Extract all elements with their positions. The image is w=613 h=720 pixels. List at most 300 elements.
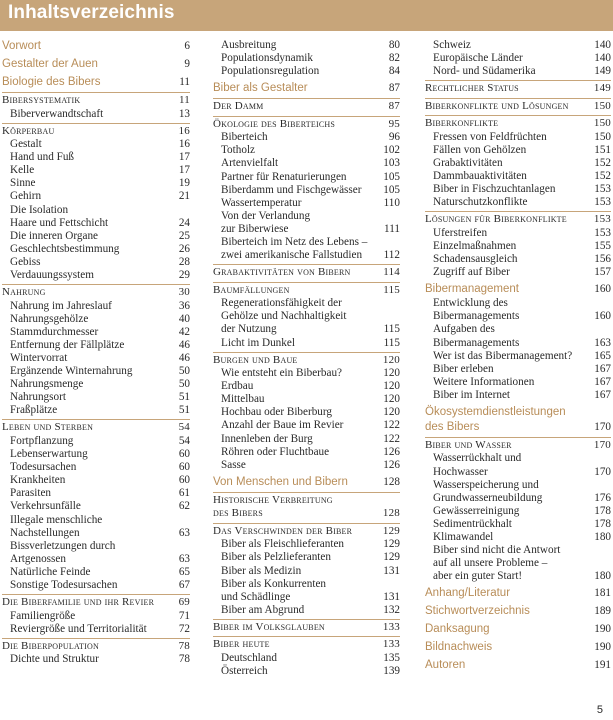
toc-label: Haare und Fettschicht <box>10 216 109 229</box>
toc-label: Biber als Fleischlieferanten <box>221 538 345 551</box>
toc-label: Dichte und Struktur <box>10 653 99 666</box>
toc-label: Körperbau <box>2 124 55 137</box>
toc-entry-row <box>2 217 190 230</box>
toc-entry-row <box>213 367 400 380</box>
toc-entry-row <box>213 419 400 432</box>
toc-page-number: 87 <box>388 100 400 113</box>
toc-label: Biberverwandtschaft <box>10 107 104 120</box>
toc-label: Fortpflanzung <box>10 434 74 447</box>
toc-entry-row <box>213 578 400 604</box>
toc-label: Verdauungssystem <box>10 269 94 282</box>
toc-column-2 <box>213 39 400 678</box>
toc-page-number: 181 <box>594 587 611 600</box>
toc-entry-row <box>2 514 190 540</box>
toc-label: Fraßplätze <box>10 404 58 417</box>
toc-page-number: 128 <box>383 475 400 488</box>
toc-entry-row <box>213 144 400 157</box>
toc-label: Fällen von Gehölzen <box>433 143 527 156</box>
toc-entry-row <box>425 389 611 402</box>
toc-entry-row <box>213 171 400 184</box>
toc-page-number: 149 <box>594 65 611 78</box>
toc-section-row <box>425 586 611 601</box>
toc-page-number: 135 <box>383 651 400 664</box>
toc-label: Biberkonflikte und Lösungen <box>425 99 569 112</box>
toc-entry-row <box>425 144 611 157</box>
toc-page-number: 80 <box>388 39 400 51</box>
toc-page-number: 17 <box>178 164 190 177</box>
toc-label: Biberkonflikte <box>425 117 499 130</box>
toc-entry-row <box>213 52 400 65</box>
toc-label: Licht im Dunkel <box>221 336 295 349</box>
toc-section-row <box>425 640 611 655</box>
toc-label: Illegale menschliche Nachstellungen <box>10 513 103 539</box>
toc-page-number: 150 <box>593 99 611 112</box>
toc-sub-row <box>213 619 400 635</box>
toc-label: Biber im Volksglauben <box>213 620 325 633</box>
toc-entry-row <box>2 566 190 579</box>
toc-label: Dammbauaktivitäten <box>433 170 527 183</box>
toc-page-number: 120 <box>383 367 400 380</box>
toc-page-number: 155 <box>594 239 611 252</box>
toc-page-number: 51 <box>178 404 190 417</box>
toc-entry-row <box>2 204 190 217</box>
toc-label: Zugriff auf Biber <box>433 266 510 279</box>
toc-label: Geschlechtsbestimmung <box>10 242 120 255</box>
toc-label: Ökologie des Biberteichs <box>213 117 335 130</box>
toc-label: Stammdurchmesser <box>10 325 99 338</box>
toc-page-number: 153 <box>594 226 611 239</box>
toc-label: Gestalt <box>10 138 42 151</box>
toc-entry-row <box>2 243 190 256</box>
toc-label: Biber und Wasser <box>425 438 512 451</box>
toc-label: Die inneren Organe <box>10 229 99 242</box>
toc-section-row <box>2 75 190 90</box>
toc-page-number: 120 <box>383 406 400 419</box>
toc-page-number: 189 <box>594 605 611 618</box>
toc-entry-row <box>2 435 190 448</box>
toc-page-number: 131 <box>383 564 400 577</box>
toc-page-number: 190 <box>594 623 611 636</box>
toc-page-number: 126 <box>383 445 400 458</box>
toc-entry-row <box>425 240 611 253</box>
toc-label: Anhang/Literatur <box>425 587 511 600</box>
toc-page-number: 153 <box>594 196 611 209</box>
toc-page-number: 87 <box>388 82 400 95</box>
toc-label: Danksagung <box>425 623 490 636</box>
toc-page-number: 160 <box>594 283 611 296</box>
toc-page-number: 105 <box>383 170 400 183</box>
toc-label: Biber in Fischzuchtanlagen <box>433 183 556 196</box>
toc-entry-row <box>2 230 190 243</box>
toc-page-number: 46 <box>178 338 190 351</box>
toc-page-number: 131 <box>383 590 400 603</box>
toc-section-row <box>425 622 611 637</box>
toc-label: Bildnachweis <box>425 641 493 654</box>
toc-page-number: 151 <box>594 143 611 156</box>
toc-label: Gehirn <box>10 190 42 203</box>
toc-page-number: 65 <box>178 565 190 578</box>
toc-page-number: 150 <box>593 117 611 130</box>
toc-label: Rechtlicher Status <box>425 82 519 95</box>
toc-entry-row <box>2 352 190 365</box>
toc-label: Populationsregulation <box>221 65 320 78</box>
toc-sub-row <box>2 284 190 300</box>
toc-page-number: 17 <box>178 151 190 164</box>
toc-page-number: 133 <box>382 638 400 651</box>
toc-page-number: 140 <box>594 39 611 51</box>
toc-entry-row <box>2 108 190 121</box>
toc-section-row <box>2 57 190 72</box>
toc-page-number: 190 <box>594 641 611 654</box>
toc-column-1 <box>2 39 190 666</box>
toc-page-number: 111 <box>384 222 400 235</box>
toc-label: Einzelmaßnahmen <box>433 239 517 252</box>
toc-entry-row <box>213 297 400 336</box>
toc-label: Biber heute <box>213 638 270 651</box>
toc-label: Biber als Konkurrenten und Schädlinge <box>221 577 327 603</box>
toc-page-number: 40 <box>178 312 190 325</box>
toc-entry-row <box>213 380 400 393</box>
toc-page-number: 170 <box>594 465 611 478</box>
toc-sub-row <box>2 594 190 610</box>
toc-page-number: 139 <box>383 665 400 677</box>
toc-entry-row <box>2 391 190 404</box>
toc-page-number: 115 <box>383 323 400 336</box>
toc-entry-row <box>213 551 400 564</box>
toc-label: Artenvielfalt <box>221 157 279 170</box>
toc-label: Wassertemperatur <box>221 196 302 209</box>
toc-entry-row <box>2 164 190 177</box>
toc-entry-row <box>2 300 190 313</box>
toc-label: Schadensausgleich <box>433 253 518 266</box>
toc-label: Biber sind nicht die Antwort auf all unsere Probleme – aber ein guter Start! <box>433 544 561 583</box>
toc-entry-row <box>2 365 190 378</box>
toc-sub-row <box>425 437 611 453</box>
toc-entry-row <box>2 540 190 566</box>
toc-label: Grabaktivitäten <box>433 156 503 169</box>
toc-page-number: 120 <box>383 380 400 393</box>
toc-label: Hochbau oder Biberburg <box>221 406 333 419</box>
toc-entry-row <box>425 65 611 78</box>
toc-page-number: 132 <box>383 603 400 616</box>
toc-entry-row <box>2 487 190 500</box>
toc-entry-row <box>213 446 400 459</box>
toc-label: Hand und Fuß <box>10 151 75 164</box>
toc-entry-row <box>2 579 190 592</box>
toc-page-number: 126 <box>383 458 400 471</box>
toc-entry-row <box>425 170 611 183</box>
toc-page-number: 153 <box>594 183 611 196</box>
toc-label: Gebiss <box>10 255 41 268</box>
toc-page-number: 129 <box>383 551 400 564</box>
toc-entry-row <box>425 531 611 544</box>
toc-page-number: 149 <box>593 82 611 95</box>
toc-page-number: 115 <box>383 336 400 349</box>
toc-page-number: 60 <box>178 448 190 461</box>
toc-entry-row <box>2 448 190 461</box>
toc-label: Partner für Renaturierungen <box>221 170 347 183</box>
toc-page-number: 16 <box>178 138 190 151</box>
toc-label: Biberteich <box>221 131 268 144</box>
toc-page-number: 178 <box>594 504 611 517</box>
toc-label: Die Isolation <box>10 203 69 216</box>
toc-section-row <box>2 39 190 54</box>
toc-page-number: 67 <box>178 579 190 591</box>
toc-entry-row <box>213 337 400 350</box>
toc-entry-row <box>213 236 400 262</box>
toc-page-number: 167 <box>594 388 611 401</box>
toc-sub-row <box>213 492 400 521</box>
toc-page-number: 26 <box>178 242 190 255</box>
toc-entry-row <box>425 52 611 65</box>
toc-label: Deutschland <box>221 651 277 664</box>
toc-entry-row <box>425 266 611 279</box>
toc-label: Nahrungsmenge <box>10 378 84 391</box>
toc-page-number: 160 <box>594 310 611 323</box>
toc-page-number: 63 <box>178 526 190 539</box>
toc-entry-row <box>2 474 190 487</box>
toc-page-number: 42 <box>178 325 190 338</box>
toc-label: Ausbreitung <box>221 39 277 51</box>
toc-page-number: 54 <box>178 434 190 447</box>
toc-entry-row <box>2 378 190 391</box>
toc-label: Biber als Gestalter <box>213 82 308 95</box>
toc-label: Burgen und Baue <box>213 353 298 366</box>
toc-label: Todesursachen <box>10 461 77 474</box>
toc-entry-row <box>425 350 611 363</box>
toc-label: Biberdamm und Fischgewässer <box>221 183 362 196</box>
toc-page-number: 163 <box>594 336 611 349</box>
toc-label: Sedimentrückhalt <box>433 517 512 530</box>
toc-entry-row <box>213 210 400 236</box>
toc-label: Wie entsteht ein Biberbau? <box>221 367 343 380</box>
toc-label: Ökosystemdienstleistungen des Bibers <box>425 405 566 433</box>
toc-sub-row <box>213 264 400 280</box>
toc-entry-row <box>425 253 611 266</box>
toc-page-number: 120 <box>383 393 400 406</box>
toc-label: Regenerationsfähigkeit der Gehölze und Nachhaltigkeit der Nutzung <box>221 297 347 336</box>
toc-label: Die Biberpopulation <box>2 639 99 652</box>
toc-label: Wintervorrat <box>10 352 68 364</box>
toc-label: Wer ist das Bibermanagement? <box>433 349 573 362</box>
toc-label: Biologie des Bibers <box>2 76 101 88</box>
toc-entry-row <box>213 65 400 78</box>
toc-entry-row <box>213 459 400 472</box>
toc-page-number: 13 <box>178 107 190 120</box>
toc-entry-row <box>213 39 400 52</box>
toc-label: Sonstige Todesursachen <box>10 579 118 591</box>
toc-label: Aufgaben des Bibermanagements <box>433 323 520 349</box>
toc-page-number: 102 <box>383 144 400 157</box>
toc-page-number: 95 <box>388 117 400 130</box>
toc-entry-row <box>213 665 400 678</box>
toc-page-number: 114 <box>383 266 400 279</box>
toc-page-number: 170 <box>593 438 611 451</box>
toc-label: Fressen von Feldfrüchten <box>433 130 547 143</box>
toc-entry-row <box>2 269 190 282</box>
toc-label: Historische Verbreitung des Bibers <box>213 493 333 520</box>
toc-label: Biber erleben <box>433 362 494 375</box>
toc-entry-row <box>425 131 611 144</box>
toc-sub-row <box>213 636 400 652</box>
toc-sub-row <box>213 116 400 132</box>
toc-page-number: 60 <box>178 474 190 487</box>
toc-label: Nahrung <box>2 286 46 299</box>
toc-page-number: 28 <box>178 255 190 268</box>
page-number: 5 <box>596 704 603 716</box>
toc-entry-row <box>425 39 611 52</box>
toc-entry-row <box>213 197 400 210</box>
toc-page-number: 157 <box>594 266 611 279</box>
toc-label: Autoren <box>425 659 466 672</box>
toc-label: Baumfällungen <box>213 283 290 296</box>
toc-entry-row <box>213 652 400 665</box>
toc-page-number: 112 <box>383 249 400 262</box>
toc-page-number: 120 <box>382 353 400 366</box>
toc-entry-row <box>425 227 611 240</box>
toc-label: Wasserrückhalt und Hochwasser <box>433 452 522 478</box>
toc-page-number: 11 <box>179 94 190 106</box>
toc-page-number: 176 <box>594 491 611 504</box>
toc-label: Röhren oder Fluchtbaue <box>221 445 330 458</box>
toc-page-number: 46 <box>178 352 190 364</box>
toc-entry-row <box>2 326 190 339</box>
toc-entry-row <box>425 505 611 518</box>
toc-label: Nord- und Südamerika <box>433 65 536 78</box>
toc-page-number: 6 <box>184 40 190 52</box>
toc-page-number: 54 <box>178 421 190 434</box>
toc-page-number: 167 <box>594 375 611 388</box>
toc-page-number: 110 <box>383 196 400 209</box>
toc-entry-row <box>213 406 400 419</box>
toc-entry-row <box>213 184 400 197</box>
toc-page-number: 96 <box>388 131 400 144</box>
toc-sub-row <box>425 98 611 114</box>
toc-label: Lebenserwartung <box>10 448 88 461</box>
toc-label: Parasiten <box>10 487 52 500</box>
toc-entry-row <box>425 157 611 170</box>
toc-page-number: 25 <box>178 229 190 242</box>
toc-section-row <box>425 604 611 619</box>
toc-label: Verkehrsunfälle <box>10 500 81 513</box>
toc-sub-row <box>2 92 190 108</box>
toc-label: Totholz <box>221 144 256 157</box>
toc-entry-row <box>425 544 611 583</box>
toc-label: Gewässerreinigung <box>433 504 520 517</box>
toc-sub-row <box>213 98 400 114</box>
toc-page-number: 36 <box>178 299 190 312</box>
toc-entry-row <box>425 363 611 376</box>
toc-entry-row <box>2 138 190 151</box>
toc-entry-row <box>425 479 611 505</box>
toc-page-number: 170 <box>594 420 611 433</box>
toc-label: Nahrung im Jahreslauf <box>10 299 112 312</box>
toc-page-number: 61 <box>178 487 190 500</box>
toc-entry-row <box>2 151 190 164</box>
toc-page-number: 9 <box>184 58 190 70</box>
toc-page-number: 19 <box>178 177 190 190</box>
toc-entry-row <box>2 190 190 203</box>
toc-label: Innenleben der Burg <box>221 432 313 445</box>
toc-section-row <box>213 475 400 490</box>
toc-section-row <box>425 405 611 435</box>
toc-label: Grabaktivitäten von Bibern <box>213 266 351 279</box>
toc-page-number: 50 <box>178 378 190 391</box>
toc-sub-row <box>425 80 611 96</box>
toc-entry-row <box>213 604 400 617</box>
toc-sub-row <box>425 115 611 131</box>
toc-page-number: 115 <box>383 283 400 296</box>
toc-page-number: 180 <box>594 570 611 583</box>
toc-page-number: 11 <box>179 76 190 88</box>
toc-label: Biber als Medizin <box>221 564 302 577</box>
toc-page-number: 128 <box>382 507 400 520</box>
toc-page-number: 78 <box>178 639 190 652</box>
toc-label: Entwicklung des Bibermanagements <box>433 297 520 323</box>
toc-label: Familiengröße <box>10 609 76 622</box>
toc-page-number: 122 <box>383 432 400 445</box>
toc-column-3 <box>425 39 611 673</box>
toc-page-number: 105 <box>383 183 400 196</box>
toc-entry-row <box>213 393 400 406</box>
toc-page-number: 60 <box>178 461 190 474</box>
toc-page-number: 103 <box>383 157 400 170</box>
toc-page-number: 51 <box>178 391 190 404</box>
toc-label: Nahrungsgehölze <box>10 312 89 325</box>
toc-label: Uferstreifen <box>433 226 488 239</box>
toc-entry-row <box>2 623 190 636</box>
toc-label: Biber im Internet <box>433 388 511 401</box>
toc-page-number: 63 <box>178 552 190 565</box>
toc-label: Von Menschen und Bibern <box>213 475 348 488</box>
toc-label: Schweiz <box>433 39 471 51</box>
toc-entry-row <box>213 157 400 170</box>
toc-entry-row <box>2 653 190 666</box>
toc-sub-row <box>425 211 611 227</box>
toc-label: Erdbau <box>221 380 254 393</box>
toc-label: Ergänzende Winternahrung <box>10 365 133 378</box>
title-bar <box>0 0 613 31</box>
toc-label: Die Biberfamilie und ihr Revier <box>2 596 155 609</box>
toc-sub-row <box>213 282 400 298</box>
toc-section-row <box>213 81 400 96</box>
toc-page-number: 78 <box>178 653 190 666</box>
toc-label: Klimawandel <box>433 531 494 544</box>
toc-label: Naturschutzkonflikte <box>433 196 528 209</box>
toc-page-number: 30 <box>178 286 190 299</box>
toc-label: Reviergröße und Territorialität <box>10 622 147 635</box>
toc-page-number: 140 <box>594 52 611 65</box>
toc-label: Der Damm <box>213 100 264 113</box>
toc-entry-row <box>2 461 190 474</box>
toc-entry-row <box>425 323 611 349</box>
toc-label: Gestalter der Auen <box>2 58 98 70</box>
toc-entry-row <box>2 177 190 190</box>
toc-label: Kelle <box>10 164 35 177</box>
toc-sub-row <box>2 123 190 139</box>
toc-section-row <box>425 658 611 673</box>
toc-entry-row <box>213 433 400 446</box>
toc-page-number: 167 <box>594 362 611 375</box>
toc-page-number: 122 <box>383 419 400 432</box>
toc-sub-row <box>2 638 190 654</box>
toc-label: Lösungen für Biberkonflikte <box>425 213 567 226</box>
toc-entry-row <box>213 565 400 578</box>
toc-section-row <box>425 282 611 297</box>
toc-entry-row <box>425 452 611 478</box>
toc-page-number: 50 <box>178 365 190 378</box>
toc-label: Von der Verlandung zur Biberwiese <box>221 209 311 235</box>
